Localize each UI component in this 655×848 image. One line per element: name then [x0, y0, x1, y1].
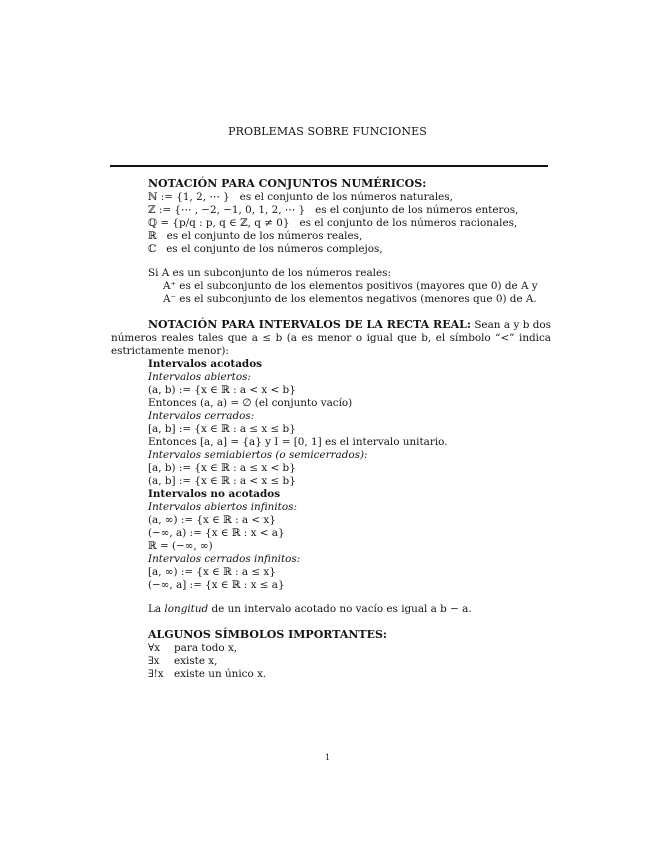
- infinite-closed-def: (−∞, a] := {x ∈ ℝ : x ≤ a}: [148, 579, 285, 591]
- open-interval-note: Entonces (a, a) = ∅ (el conjunto vacío): [148, 397, 353, 409]
- page-number: 1: [324, 753, 331, 762]
- closed-interval-note: Entonces [a, a] = {a} y I = [0, 1] es el intervalo unitario.: [148, 436, 448, 448]
- infinite-closed-def: [a, ∞) := {x ∈ ℝ : a ≤ x}: [148, 566, 276, 578]
- half-open-interval-def: [a, b) := {x ∈ ℝ : a ≤ x < b}: [148, 462, 296, 474]
- symbol-row: ∃x existe x,: [148, 655, 218, 667]
- title-rule: [110, 165, 548, 167]
- document-body: [111, 177, 551, 681]
- intervals-intro: NOTACIÓN PARA INTERVALOS DE LA RECTA REAL: Sean a y b dos números reales tales que a ≤ b (a es menor o igual que b, el símbolo “<” indica estrictamente menor):: [111, 318, 551, 357]
- section-symbols-heading: ALGUNOS SÍMBOLOS IMPORTANTES:: [148, 628, 387, 641]
- subset-negative: A⁻ es el subconjunto de los elementos negativos (menores que 0) de A.: [163, 293, 537, 305]
- subset-intro: Si A es un subconjunto de los números reales:: [148, 267, 391, 279]
- numeric-set-row: ℂ es el conjunto de los números complejos,: [148, 243, 383, 255]
- infinite-open-def: (a, ∞) := {x ∈ ℝ : a < x}: [148, 514, 276, 526]
- unbounded-intervals-title: Intervalos no acotados: [148, 488, 281, 500]
- half-open-interval-def: (a, b] := {x ∈ ℝ : a < x ≤ b}: [148, 475, 296, 487]
- numeric-set-row: ℤ := {⋯ , −2, −1, 0, 1, 2, ⋯ } es el conjunto de los números enteros,: [148, 204, 519, 216]
- half-open-intervals-label: Intervalos semiabiertos (o semicerrados):: [148, 449, 368, 461]
- infinite-open-def: (−∞, a) := {x ∈ ℝ : x < a}: [148, 527, 285, 539]
- numeric-set-row: ℚ = {p/q : p, q ∈ ℤ, q ≠ 0} es el conjunto de los números racionales,: [148, 217, 518, 229]
- symbol-row: ∃!x existe un único x.: [148, 668, 267, 680]
- real-line-def: ℝ = (−∞, ∞): [148, 540, 213, 552]
- infinite-open-label: Intervalos abiertos infinitos:: [148, 501, 297, 513]
- closed-interval-def: [a, b] := {x ∈ ℝ : a ≤ x ≤ b}: [148, 423, 296, 435]
- interval-length-note: La longitud de un intervalo acotado no vacío es igual a b − a.: [148, 603, 472, 615]
- closed-intervals-label: Intervalos cerrados:: [148, 410, 255, 422]
- open-intervals-label: Intervalos abiertos:: [148, 371, 251, 383]
- numeric-set-row: ℝ es el conjunto de los números reales,: [148, 230, 363, 242]
- open-interval-def: (a, b) := {x ∈ ℝ : a < x < b}: [148, 384, 296, 396]
- bounded-intervals-title: Intervalos acotados: [148, 358, 262, 370]
- section-numeric-sets-heading: NOTACIÓN PARA CONJUNTOS NUMÉRICOS:: [148, 177, 427, 190]
- infinite-closed-label: Intervalos cerrados infinitos:: [148, 553, 301, 565]
- subset-positive: A⁺ es el subconjunto de los elementos positivos (mayores que 0) de A y: [163, 280, 538, 292]
- symbol-row: ∀x para todo x,: [148, 642, 238, 654]
- section-intervals-heading: NOTACIÓN PARA INTERVALOS DE LA RECTA REAL:: [148, 318, 471, 331]
- numeric-set-row: ℕ := {1, 2, ⋯ } es el conjunto de los números naturales,: [148, 191, 453, 203]
- page-title: PROBLEMAS SOBRE FUNCIONES: [228, 125, 427, 138]
